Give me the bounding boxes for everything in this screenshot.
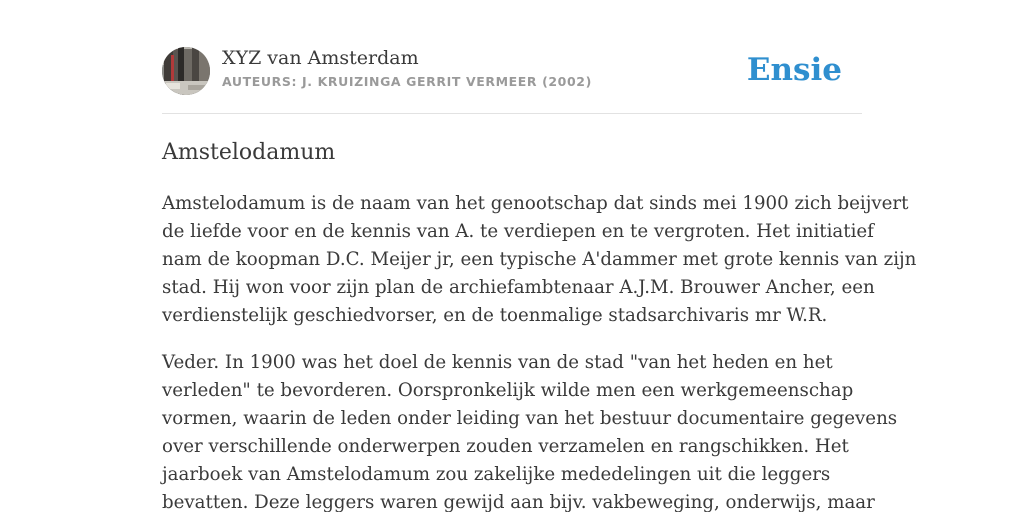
paragraph-line: verleden" te bevorderen. Oorspronkelijk wilde men een werkgemeenschap <box>162 380 854 401</box>
paragraph-line: vormen, waarin de leden onder leiding van het bestuur documentaire gegevens <box>162 408 898 429</box>
paragraph-line: over verschillende onderwerpen zouden verzamelen en rangschikken. Het <box>162 436 849 457</box>
paragraph-line: stad. Hij won voor zijn plan de archiefambtenaar A.J.M. Brouwer Ancher, een <box>162 277 875 298</box>
avatar-photo-image <box>162 47 210 95</box>
paragraph-line: verdienstelijk geschiedvorser, en de toenmalige stadsarchivaris mr W.R. <box>162 305 828 326</box>
authors-line: AUTEURS: J. KRUIZINGA GERRIT VERMEER (2002) <box>222 74 592 89</box>
article-paragraph-2 <box>162 349 898 512</box>
paragraph-line: Amstelodamum is de naam van het genootschap dat sinds mei 1900 zich beijvert <box>162 193 909 214</box>
article-title: Amstelodamum <box>162 140 336 165</box>
paragraph-line: bevatten. Deze leggers waren gewijd aan bijv. vakbeweging, onderwijs, maar <box>162 492 875 512</box>
paragraph-line: Veder. In 1900 was het doel de kennis van de stad "van het heden en het <box>162 352 833 373</box>
paragraph-line: nam de koopman D.C. Meijer jr, een typische A'dammer met grote kennis van zijn <box>162 249 917 270</box>
source-title[interactable]: XYZ van Amsterdam <box>222 47 419 69</box>
source-avatar[interactable] <box>162 47 210 95</box>
paragraph-line: jaarboek van Amstelodamum zou zakelijke mededelingen uit die leggers <box>162 464 831 485</box>
article-paragraph-1 <box>162 190 917 330</box>
article-body <box>162 190 917 512</box>
header-divider <box>162 113 862 114</box>
paragraph-line: de liefde voor en de kennis van A. te verdiepen en te vergroten. Het initiatief <box>162 221 874 242</box>
source-header <box>162 46 862 96</box>
ensie-logo[interactable]: Ensie <box>746 52 842 88</box>
